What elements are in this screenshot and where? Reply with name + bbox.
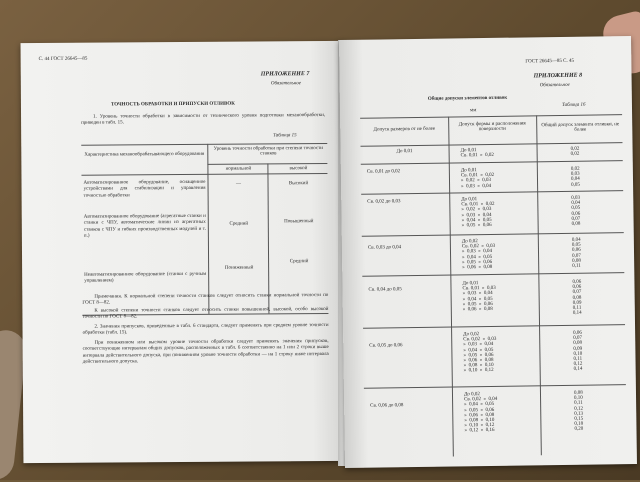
paragraph-3: При пониженном или высоком уровне точности обработки следует применять значения припусков, соответствующие интервалам общих допусков, расположенных в табл. 6 соответственно на 1 или 2 строки выше интервала действительного допуска, при пониженном уровне точности обработки — на 1 строку ниже интервала действительного допуска. (82, 338, 329, 365)
form-cell: До 0,01 Св. 0,01 » 0,02 (460, 148, 494, 159)
appendix-7-title: ПРИЛОЖЕНИЕ 7 (260, 71, 310, 78)
range-cell: Св. 0,04 до 0,05 (368, 287, 402, 293)
left-page (21, 41, 346, 463)
total-cell: 0,08 0,10 0,11 0,12 0,13 0,15 0,18 0,20 (573, 390, 584, 433)
units-label: мм (469, 108, 477, 114)
note-1: Примечания. К нормальной степени точности станков следует относить станки нормальной точности по ГОСТ 8—82. (82, 292, 329, 307)
total-cell: 0,06 0,06 0,07 0,08 0,09 0,11 0,14 (572, 279, 582, 317)
table-15-row3-desc: Неавтоматизированное оборудование (станки с ручным управлением) (84, 271, 207, 284)
table-15-row2-desc: Автоматизированное оборудование (агрегатные станки и станки с ЧПУ, автоматические линии из агрегатных станков с ЧПУ и гибких производственных модулей и т. п.) (83, 213, 206, 239)
appendix-8-title: ПРИЛОЖЕНИЕ 8 (533, 72, 583, 80)
total-cell: 0,03 0,04 0,05 0,06 0,07 0,08 (571, 195, 581, 227)
right-page (339, 36, 637, 468)
note-2: К высокой степени точности станков следует относить станки повышенной, высокой, особо высокой точности по ГОСТ 8—82. (82, 306, 329, 321)
range-cell: Св. 0,03 до 0,04 (367, 245, 402, 251)
page-header-left: С. 44 ГОСТ 26645—85 (38, 56, 88, 63)
total-cell: 0,02 0,03 0,04 0,05 (570, 166, 580, 188)
table-15-col1-header: Характеристика механообрабатывающего оборудования (84, 151, 205, 158)
range-cell: Св. 0,06 до 0,08 (370, 403, 404, 409)
table-15-col3-header: высокой (289, 166, 308, 172)
table-16-col2-header: Допуск формы и расположения поверхности (458, 121, 526, 133)
total-cell: 0,06 0,07 0,08 0,09 0,10 0,11 0,12 0,14 (573, 330, 583, 373)
total-cell: 0,02 0,02 (570, 146, 580, 158)
appendix-7-note: Обязательное (270, 81, 301, 87)
range-cell: Св. 0,05 до 0,06 (369, 343, 403, 349)
table-16-col3-header: Общий допуск элемента отливки, не более (541, 122, 620, 134)
table-15-row2-normal: Средний (229, 221, 249, 227)
range-cell: До 0,01 (396, 149, 413, 155)
page-header-right: ГОСТ 26645—85 С. 45 (525, 58, 575, 65)
form-cell: До 0,02 Св. 0,02 » 0,04 » 0,04 » 0,05 » 0,05 » 0,06 » 0,06 » 0,08 » 0,08 » 0,10 » 0,10 » 0,12 » 0,12 » 0,16 (463, 392, 498, 434)
table-15-label: Таблица 15 (273, 133, 297, 139)
table-15-group-header: Уровень точности обработки при степени точности станков (213, 146, 323, 157)
appendix-8-note: Обязательное (539, 82, 570, 89)
table-16-label: Таблица 16 (561, 102, 586, 108)
table-15-row1-desc: Автоматизированное оборудование, оснащенное устройствами для стабилизации и управления точностью обработки (83, 179, 206, 199)
form-cell: До 0,02 Св. 0,02 » 0,03 » 0,03 » 0,04 » 0,04 » 0,05 » 0,05 » 0,06 » 0,06 » 0,08 (461, 239, 496, 271)
form-cell: До 0,01 Св. 0,01 » 0,02 » 0,02 » 0,03 » 0,03 » 0,04 » 0,04 » 0,05 » 0,05 » 0,06 (461, 197, 495, 229)
table-15-row1-high: Высокий (288, 181, 309, 187)
form-cell: До 0,01 Св. 0,01 » 0,02 » 0,02 » 0,03 » 0,03 » 0,04 (460, 168, 495, 189)
paragraph-2: 2. Значения припусков, приведенные в табл. 6 стандарта, следует применять при среднем уровне точности обработки (табл. 15). (82, 322, 329, 336)
range-cell: Св. 0,01 до 0,02 (366, 169, 401, 175)
intro-paragraph: 1. Уровень точности обработки в зависимости от технического уровня подготовки механообработки, приведен в табл. 15. (81, 113, 326, 127)
form-cell: До 0,01 Св. 0,01 » 0,03 » 0,03 » 0,04 » 0,04 » 0,05 » 0,05 » 0,06 » 0,06 » 0,08 (462, 281, 496, 313)
table-15-col2-header: нормальной (225, 166, 252, 172)
total-cell: 0,04 0,05 0,06 0,07 0,08 0,11 (571, 237, 581, 269)
table-16-title: Общие допуски элементов отливок (427, 95, 508, 102)
section-title: ТОЧНОСТЬ ОБРАБОТКИ И ПРИПУСКИ ОТЛИВОК (110, 101, 235, 108)
table-15-row1-normal: — (236, 181, 242, 187)
table-15-row3-normal: Пониженный (224, 265, 254, 271)
table-15-row2-high: Повышенный (284, 219, 314, 225)
table-15-row3-high: Средний (289, 259, 309, 265)
form-cell: До 0,02 Св. 0,02 » 0,03 » 0,03 » 0,04 » 0,04 » 0,05 » 0,05 » 0,06 » 0,06 » 0,08 » 0,08 » 0,10 » 0,10 » 0,12 (463, 332, 497, 374)
range-cell: Св. 0,02 до 0,03 (367, 199, 401, 205)
table-16-col1-header: Допуск размеров от не более (373, 126, 436, 133)
